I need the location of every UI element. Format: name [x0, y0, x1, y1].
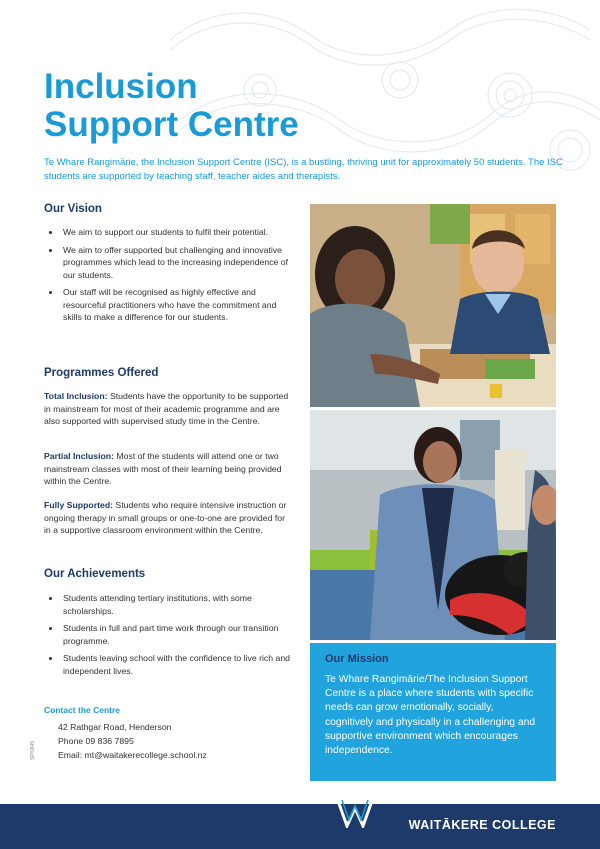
title-line-1: Inclusion [44, 67, 198, 106]
contact-heading: Contact the Centre [44, 705, 121, 715]
mission-heading-suffix: Mission [344, 653, 389, 665]
vision-item: • We aim to offer supported but challenging and innovative programmes which lead to the increasing independence of our students. [61, 244, 291, 282]
vision-list [44, 226, 291, 329]
vision-item: • Our staff will be recognised as highly effective and resourceful practitioners who have the commitment and skills to make a difference for our students. [61, 286, 291, 324]
programmes-heading: Programmes Offered [44, 367, 159, 379]
programme-label: Fully Supported: [44, 500, 114, 510]
programme-total-inclusion [44, 390, 294, 428]
programme-fully-supported [44, 499, 294, 537]
classroom-photo [310, 204, 556, 407]
contact-address: 42 Rathgar Road, Henderson [58, 722, 172, 732]
achievement-item: • Students in full and part time work through our transition programme. [61, 622, 301, 647]
achievements-heading [44, 568, 145, 580]
achievements-heading-prefix: Our [44, 568, 65, 580]
intro-text: Te Whare Rangimārie, the Inclusion Support Centre (ISC), is a bustling, thriving unit for approximately 50 students. The ISC students are supported by teaching staff, teacher aides and therapists. [44, 157, 563, 182]
mission-heading [325, 653, 541, 665]
college-name: WAITĀKERE COLLEGE [408, 818, 556, 832]
achievement-item: • Students attending tertiary institutions, with some scholarships. [61, 592, 301, 617]
contact-phone: Phone 09 836 7895 [58, 736, 134, 746]
achievements-heading-suffix: Achievements [64, 568, 146, 580]
programme-label: Total Inclusion: [44, 391, 108, 401]
achievements-list [44, 592, 301, 682]
student-dog-photo [310, 410, 556, 640]
page-title [44, 68, 299, 144]
college-logo-icon [335, 796, 375, 828]
vision-heading: Our Vision [44, 203, 102, 215]
programme-partial-inclusion [44, 450, 294, 488]
programme-text: Students who require intensive instruction or ongoing therapy in small groups or one-to-one are provided for in a supportive classroom environment within the Centre. [44, 500, 287, 536]
vision-item: • We aim to support our students to fulfil their potential. [61, 226, 291, 239]
programme-text: Students have the opportunity to be supported in mainstream for most of their academic programme and are also supported with supervised study time in the Centre. [44, 391, 289, 427]
programme-label: Partial Inclusion: [44, 451, 114, 461]
document-code: SP/0845 [30, 740, 36, 760]
title-line-2: Support Centre [44, 105, 299, 144]
mission-text: Te Whare Rangimārie/The Inclusion Support Centre is a place where students with specific needs can grow emotionally, socially, cognitively and physically in a challenging and supportive environment which encourages independence. [325, 674, 536, 757]
mission-heading-prefix: Our [325, 653, 345, 665]
programme-text: Most of the students will attend one or two mainstream classes with most of their learning being provided within the Centre. [44, 451, 282, 487]
achievement-item: • Students leaving school with the confidence to live rich and independent lives. [61, 652, 301, 677]
contact-email[interactable]: Email: mt@waitakerecollege.school.nz [58, 750, 207, 760]
mission-box [310, 643, 556, 781]
